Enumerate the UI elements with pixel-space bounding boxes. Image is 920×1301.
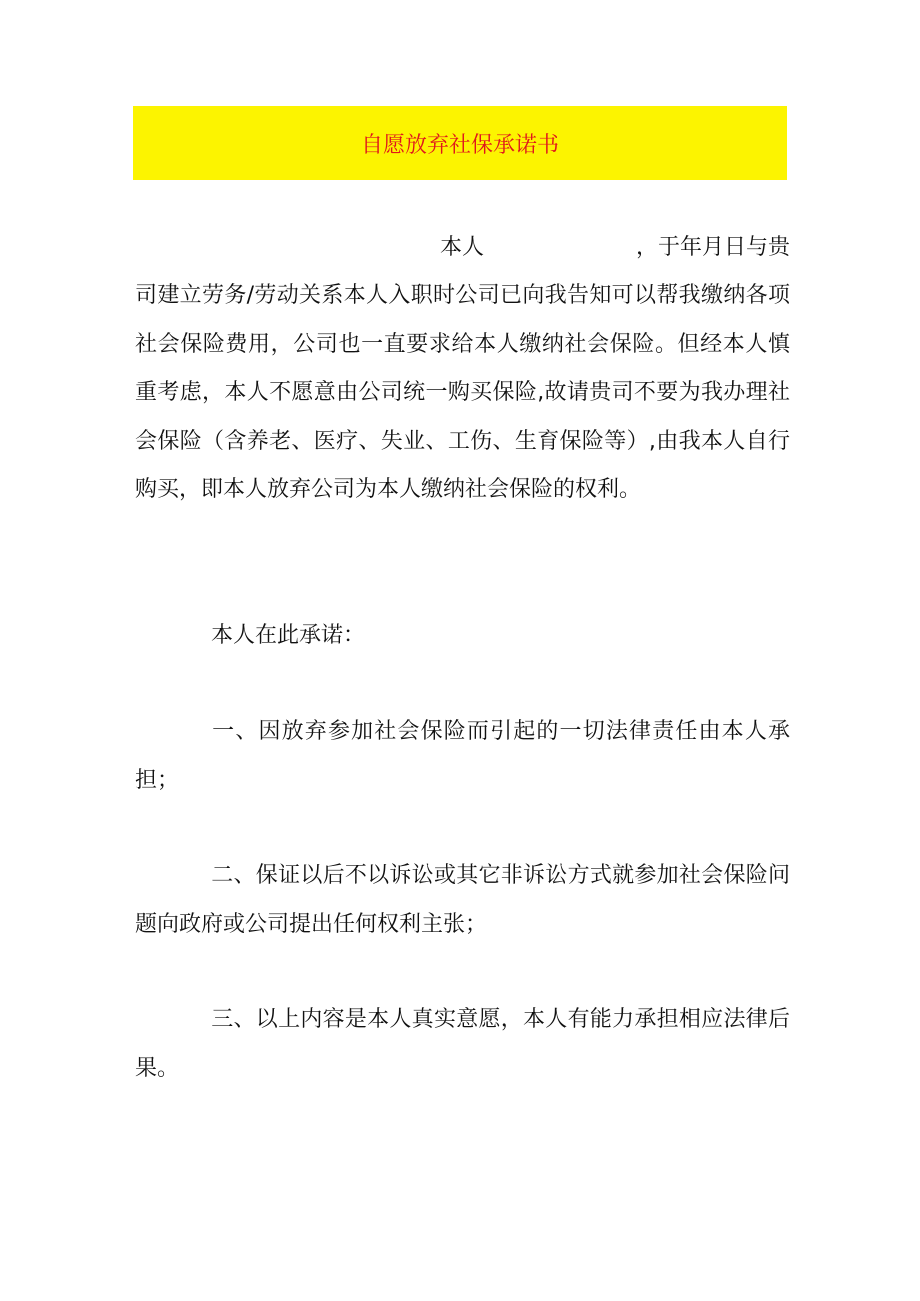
intro-body: 司建立劳务/劳动关系本人入职时公司已向我告知可以帮我缴纳各项社会保险费用，公司也一直要求给本人缴纳社会保险。但经本人慎重考虑，本人不愿意由公司统一购买保险,故请贵司不要为我办理社会保险（含养老、医疗、失业、工伤、生育保险等）,由我本人自行购买，即本人放弃公司为本人缴纳社会保险的权利。 [135,283,790,502]
promise-item-2 [135,852,790,949]
title-banner [133,106,787,180]
promise-item-3-text: 三、以上内容是本人真实意愿，本人有能力承担相应法律后果。 [135,1007,790,1081]
document-title: 自愿放弃社保承诺书 [360,132,559,158]
intro-after-blank: ，于年月日与贵 [635,235,790,260]
promise-heading [135,612,790,661]
promise-item-2-text: 二、保证以后不以诉讼或其它非诉讼方式就参加社会保险问题向政府或公司提出任何权利主张； [135,863,790,937]
intro-first-line [135,224,790,272]
intro-lead: 本人 [440,235,485,260]
promise-item-3 [135,996,790,1093]
promise-item-1-text: 一、因放弃参加社会保险而引起的一切法律责任由本人承担； [135,719,790,793]
promise-item-1 [135,708,790,805]
promise-heading-text: 本人在此承诺： [211,623,366,648]
